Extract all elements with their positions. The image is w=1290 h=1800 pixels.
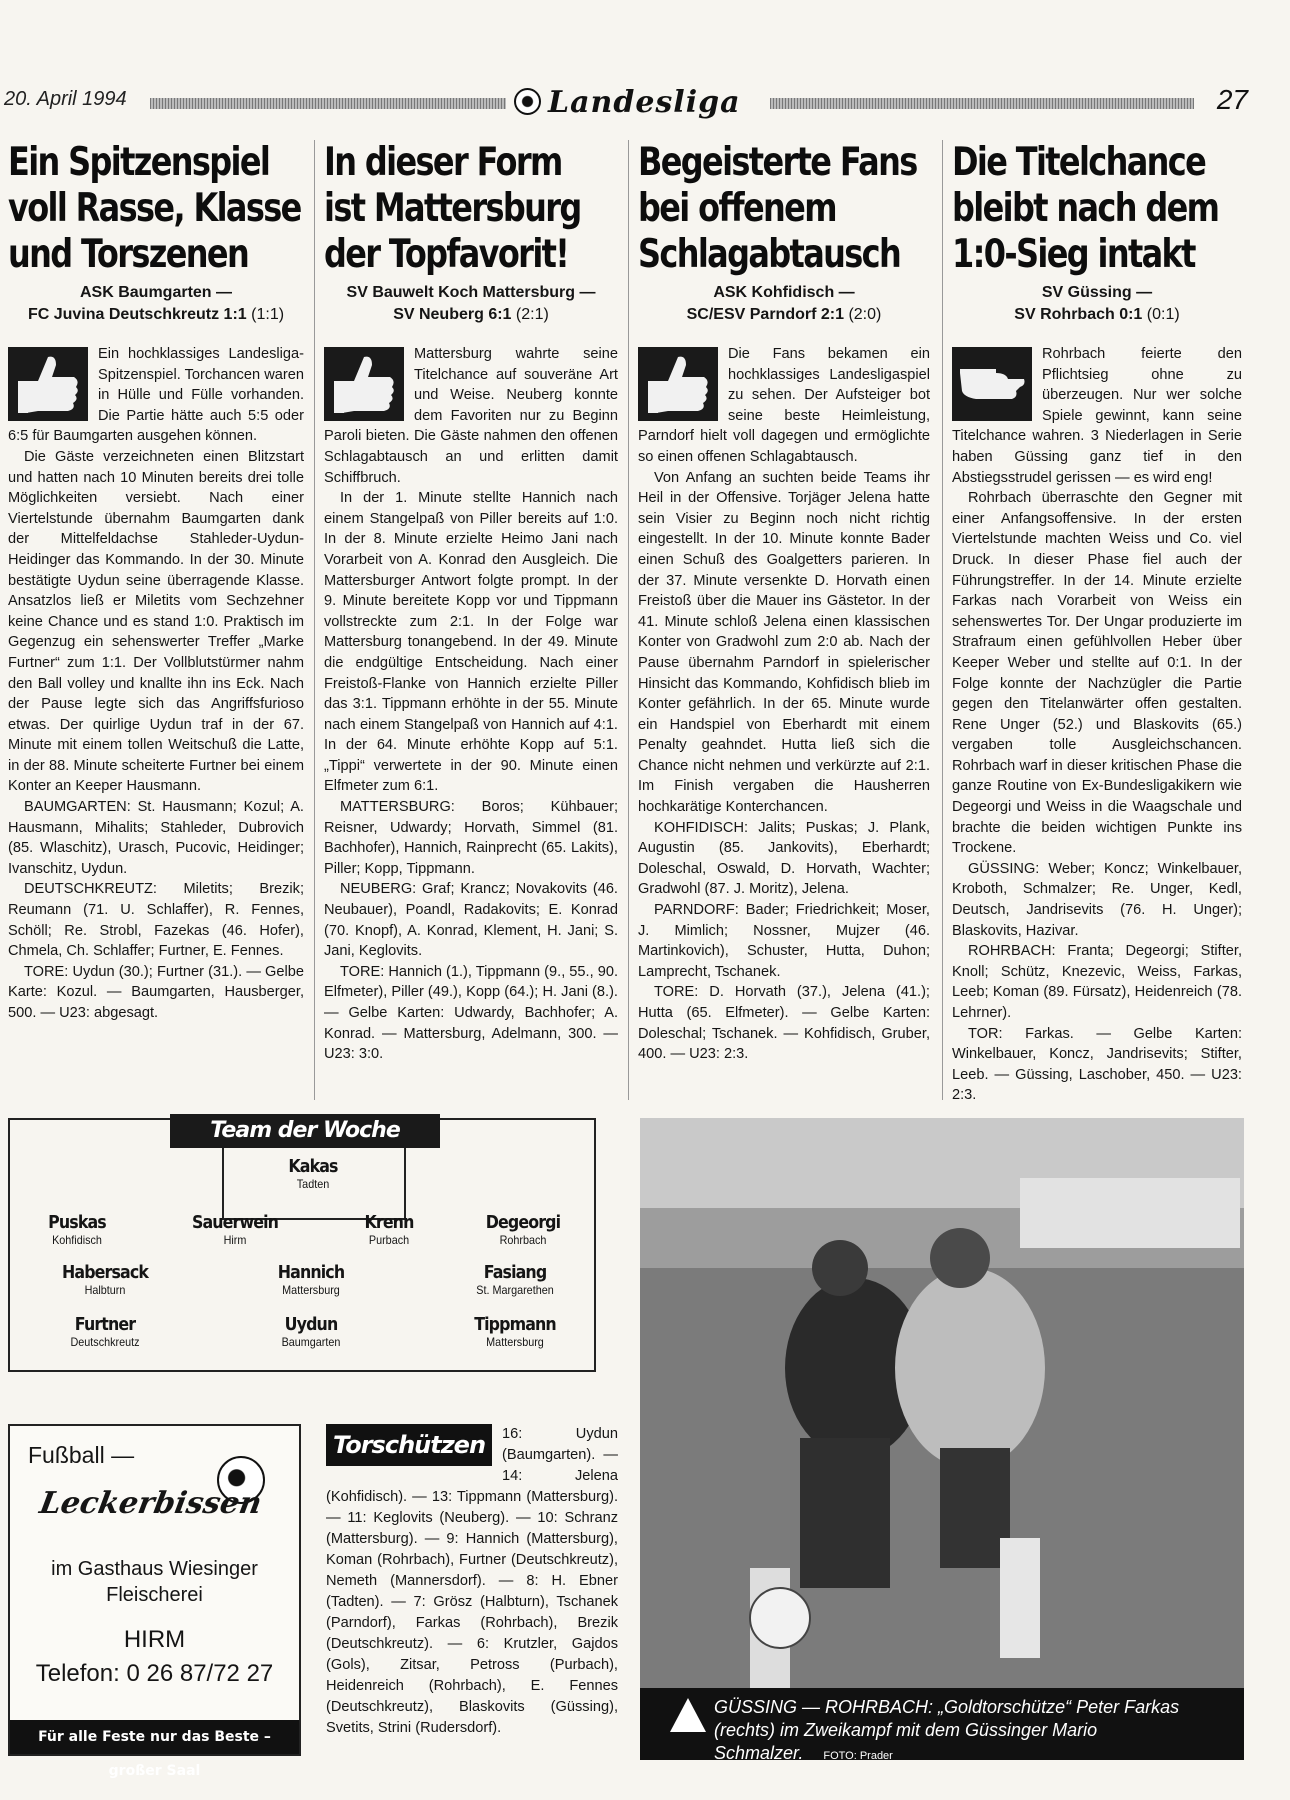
player-defender: Degeorgi Rohrbach — [485, 1212, 561, 1247]
player-midfielder: Habersack Halbturn — [62, 1262, 148, 1297]
header-rule-left — [150, 98, 506, 109]
match-line: ASK Kohfidisch — SC/ESV Parndorf 2:1 (2:0) — [686, 284, 882, 323]
player-forward: Tippmann Mattersburg — [474, 1314, 556, 1349]
article-body: Rohrbach feierte den Pflichtsieg ohne zu überzeugen. Nur wer solche Spiele gewinnt, kann seine Titelchance wahren. 3 Niederlagen in Serie haben Güssing ganz tief in den Abstiegsstrudel gerissen — es wird eng! Rohrbach überraschte den Gegner mit einer Anfangsoffensive. In der ersten Viertelstunde machten Weiss und Co. viel Druck. In dieser Phase fiel auch der Führungstreffer. In der 14. Minute erzielte Farkas nach Vorarbeit von Weiss ein sehenswertes Tor. Der Ungar produzierte im Strafraum einen gefühlvollen Heber über Keeper Weber und stellte auf 0:1. In der Folge konnte der Nachzügler die Partie gegen den Titelanwärter offen gestalten. Rene Unger (52.) und Blaskovits (65.) vergaben tolle Ausgleichschancen. Rohrbach warf in dieser kritischen Phase die ganze Routine von Ex-Bundesligakikern wie Degeorgi und Weiss in die Waagschale und brachte die beiden wichtigen Punkte ins Trockene. GÜSSING: Weber; Koncz; Winkelbauer, Kroboth, Schmalzer; Re. Unger, Kedl, Deutsch, Jandrisevits (76. H. Unger); Blaskovits, Hazivar. ROHRBACH: Franta; Degeorgi; Stifter, Knoll; Schütz, Knezevic, Weiss, Farkas, Leeb; Koman (89. Fürsatz), Heidenreich (78. Lehrner). TOR: Farkas. — Gelbe Karten: Winkelbauer, Koncz, Jandrisevits; Stifter, Leeb. — Güssing, Laschober, 450. — U23: 2:3. — [952, 346, 1242, 1104]
match-photo — [640, 1118, 1244, 1760]
team-of-the-week — [8, 1118, 596, 1372]
player-goalkeeper: Kakas Tadten — [288, 1156, 338, 1191]
ad-footer: Für alle Feste nur das Beste – großer Saal — [10, 1720, 299, 1754]
thumbs-up-icon — [8, 347, 88, 421]
column-divider — [942, 140, 943, 1100]
match-line: SV Bauwelt Koch Mattersburg — SV Neuberg 6:1 (2:1) — [346, 284, 596, 323]
article-headline: Die Titelchance bleibt nach dem 1:0-Sieg intakt — [952, 140, 1219, 277]
thumbs-up-icon — [324, 347, 404, 421]
article-headline: In dieser Form ist Mattersburg der Topfavorit! — [324, 140, 581, 277]
top-scorers-list: 16: Uydun (Baumgarten). — 14: Jelena (Kohfidisch). — 13: Tippmann (Mattersburg). — 11: Keglovits (Neuberg). — 10: Schranz (Mattersburg). — 9: Hannich (Mattersburg), Koman (Rohrbach), Furtner (Deutschkreutz), Nemeth (Mannersdorf). — 8: H. Ebner (Tadten). — 7: Grösz (Halbturn), Tschanek (Parndorf), Farkas (Rohrbach), Brezik (Deutschkreutz). — 6: Krutzler, Gajdos (Gols), Zitsar, Petross (Purbach), Heidenreich (Rohrbach), E. Fennes (Deutschkreutz), Blaskovits (Güssing), Svetits, Strini (Rudersdorf). — [326, 1426, 618, 1736]
page-header — [4, 84, 1248, 120]
match-line: SV Güssing — SV Rohrbach 0:1 (0:1) — [1014, 284, 1180, 323]
team-of-the-week-title: Team der Woche — [170, 1114, 440, 1148]
ad-script-title: Leckerbissen — [36, 1486, 265, 1521]
player-midfielder: Hannich Mattersburg — [277, 1262, 345, 1297]
ad-line: Fußball — — [28, 1442, 135, 1468]
ad-phone: Telefon: 0 26 87/72 27 — [35, 1660, 274, 1687]
player-forward: Uydun Baumgarten — [281, 1314, 341, 1349]
article-baumgarten — [8, 140, 304, 1024]
article-body: Die Fans bekamen ein hochklassiges Landesligaspiel zu sehen. Der Aufsteiger bot seine beste Heimleistung, Parndorf hielt voll dagegen und ermöglichte so einen offenen Schlagabtausch. Von Anfang an suchten beide Teams ihr Heil in der Offensive. Torjäger Jelena hatte sein Visier zu Beginn noch nicht richtig eingestellt. In der 10. Minute konnte Bader einen Schuß des Goalgetters parieren. In der 37. Minute versenkte D. Horvath einen Freistoß über die Mauer ins Gästetor. In der 41. Minute schloß Jelena einen klassischen Konter von Gradwohl zum 2:0 ab. Nach der Pause übernahm Parndorf in spielerischer Hinsicht das Kommando, Kohfidisch blieb im Konter gefährlich. In der 65. Minute wurde ein Handspiel von Eberhardt mit einem Penalty geahndet. Hutta ließ sich die Chance nicht nehmen und verkürzte auf 2:1. Im Finish vergaben die Hausherren hochkarätige Konterchancen. KOHFIDISCH: Jalits; Puskas; J. Plank, Augustin (85. Jankovits), Eberhardt; Doleschal, Oswald, D. Horvath, Wachter; Gradwohl (87. J. Moritz), Jelena. PARNDORF: Bader; Friedrichkeit; Moser, J. Mimlich; Nossner, Mujzer (46. Martinkovich), Schuster, Hutta, Duhon; Lamprecht, Tschanek. TORE: D. Horvath (37.), Jelena (41.); Hutta (65. Elfmeter). — Gelbe Karten: Doleschal; Tschanek. — Kohfidisch, Gruber, 400. — U23: 2:3. — [638, 346, 930, 1063]
article-body: Ein hochklassiges Landesliga-Spitzenspiel. Torchancen waren in Hülle und Fülle vorhanden. Die Partie hätte auch 5:5 oder 6:5 für Baumgarten ausgehen können. Die Gäste verzeichneten einen Blitzstart und hatten nach 10 Minuten bereits drei tolle Möglichkeiten versiebt. Nach einer Viertelstunde übernahm Baumgarten dank der Mittelfeldachse Stahleder-Uydun-Heidinger das Kommando. In der 30. Minute bestätigte Uydun seine überragende Klasse. Ansatzlos ließ er Miletits vom Sechzehner keine Chance und es stand 1:0. Praktisch im Gegenzug ein sehenswerter Treffer „Marke Furtner“ zum 1:1. Der Vollblutstürmer nahm den Ball volley und knallte ihn ins Eck. Nach der Pause legte sich das Angriffsfurioso etwas. Der quirlige Uydun traf in der 67. Minute mit einem tollen Weitschuß die Latte, in der 88. Minute scheiterte Furtner bei einem Konter an Keeper Hausmann. BAUMGARTEN: St. Hausmann; Kozul; A. Hausmann, Mihalits; Stahleder, Dubrovich (85. Wlaschitz), Urasch, Pucovic, Heidinger; Ivanschitz, Uydun. DEUTSCHKREUTZ: Miletits; Brezik; Reumann (71. U. Schlaffer), R. Fennes, Schöll; Re. Strobl, Fazekas (46. Hofer), Chmela, Ch. Schlaffer; Furtner, E. Fennes. TORE: Uydun (30.); Furtner (31.). — Gelbe Karte: Kozul. — Baumgarten, Hausberger, 500. — U23: abgesagt. — [8, 346, 304, 1021]
advertisement — [8, 1424, 301, 1779]
player-defender: Puskas Kohfidisch — [48, 1212, 106, 1247]
thumbs-sideways-icon — [952, 347, 1032, 421]
match-line: ASK Baumgarten — FC Juvina Deutschkreutz 1:1 (1:1) — [27, 284, 285, 323]
photo-credit: FOTO: Prader — [823, 1750, 893, 1762]
article-guessing — [952, 140, 1242, 1106]
issue-date: 20. April 1994 — [4, 88, 127, 110]
top-scorers-title: Torschützen — [326, 1424, 492, 1466]
top-scorers — [326, 1424, 618, 1739]
player-midfielder: Fasiang St. Margarethen — [476, 1262, 554, 1297]
page-number: 27 — [1216, 84, 1248, 115]
article-headline: Ein Spitzenspiel voll Rasse, Klasse und Torszenen — [8, 140, 301, 277]
section-title: Landesliga — [548, 85, 741, 120]
player-defender: Krenn Purbach — [364, 1212, 414, 1247]
player-forward: Furtner Deutschkreutz — [70, 1314, 140, 1349]
ad-venue: im Gasthaus Wiesinger Fleischerei — [51, 1558, 258, 1606]
football-icon — [514, 88, 541, 115]
photo-caption — [640, 1688, 1244, 1763]
column-divider — [314, 140, 315, 1100]
arrow-up-icon — [670, 1698, 706, 1732]
caption-text: GÜSSING — ROHRBACH: „Goldtorschütze“ Peter Farkas (rechts) im Zweikampf mit dem Güssinger Mario Schmalzer. — [714, 1697, 1180, 1763]
article-kohfidisch — [638, 140, 930, 1065]
article-body: Mattersburg wahrte seine Titelchance auf souveräne Art und Weise. Neuberg konnte dem Favoriten nur zu Beginn Paroli bieten. Die Gäste nahmen den offenen Schlagabtausch an und erlitten damit Schiffbruch. In der 1. Minute stellte Hannich nach einem Stangelpaß von Piller bereits auf 1:0. In der 8. Minute erzielte Heimo Jani nach Vorarbeit von A. Konrad den Ausgleich. Die Mattersburger Antwort folgte prompt. In der 9. Minute bereitete Kopp vor und Tippmann vollstreckte zum 2:1. In der Folge war Mattersburg tonangebend. In der 49. Minute die endgültige Entscheidung. Nach einer Freistoß-Flanke von Hannich erzielte Piller das 3:1. Tippmann erhöhte in der 55. Minute nach einem Stangelpaß von Hannich auf 4:1. In der 64. Minute erhöhte Kopp auf 5:1. „Tippi“ verwertete in der 90. Minute einen Elfmeter zum 6:1. MATTERSBURG: Boros; Kühbauer; Reisner, Udwardy; Horvath, Simmel (81. Bachhofer), Hannich, Rainprecht (65. Lakits), Piller; Kopp, Tippmann. NEUBERG: Graf; Krancz; Novakovits (46. Neubauer), Poandl, Radakovits; E. Konrad (70. Knopf), A. Konrad, Klement, H. Jani; S. Jani, Keglovits. TORE: Hannich (1.), Tippmann (9., 55., 90. Elfmeter), Piller (49.), Kopp (64.); H. Jani (8.). — Gelbe Karten: Udwardy, Bachhofer; A. Konrad. — Mattersburg, Adelmann, 300. — U23: 3:0. — [324, 346, 618, 1063]
thumbs-up-icon — [638, 347, 718, 421]
ad-place: HIRM — [123, 1626, 186, 1653]
player-defender: Sauerwein Hirm — [191, 1212, 279, 1247]
header-rule-right — [770, 98, 1194, 109]
article-headline: Begeisterte Fans bei offenem Schlagabtausch — [638, 140, 917, 277]
column-divider — [628, 140, 629, 1100]
article-mattersburg — [324, 140, 618, 1065]
